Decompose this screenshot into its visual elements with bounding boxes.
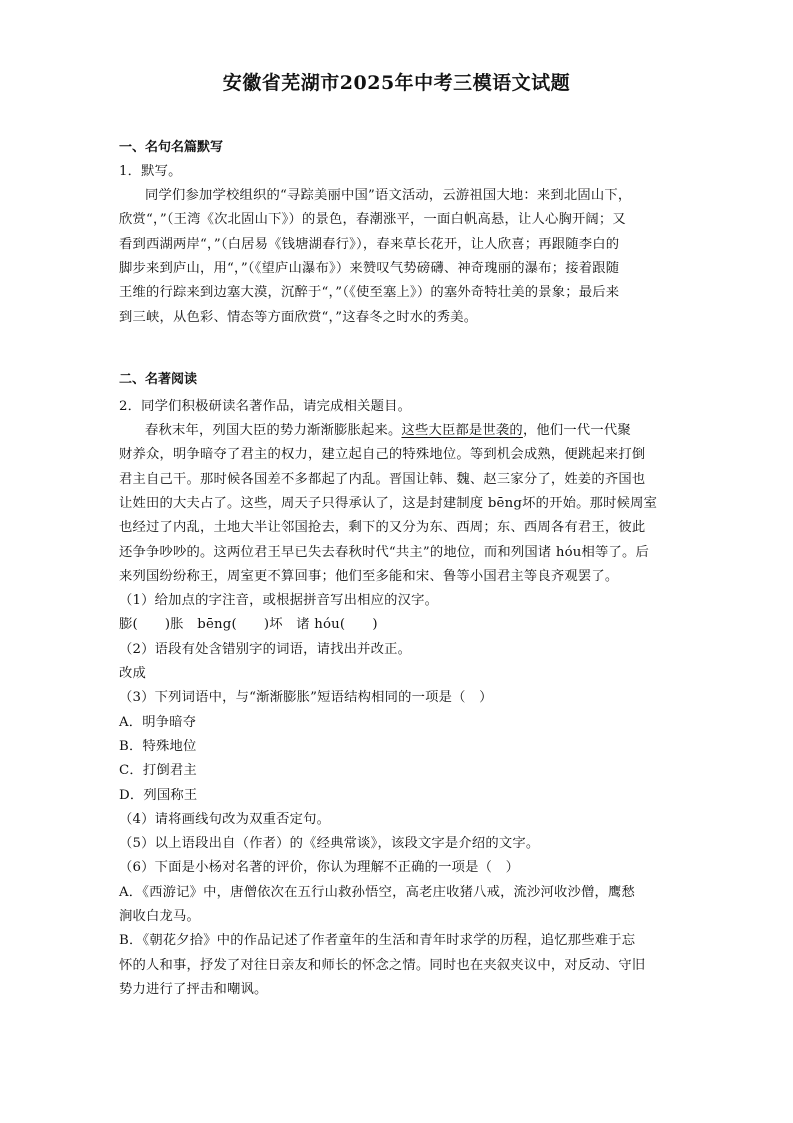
q6-option-b-cont: 势力进行了抨击和嘲讽。 bbox=[119, 982, 268, 997]
q1-text-line: 王维的行踪来到边塞大漠，沉醉于“，”（《使至塞上》）的塞外奇特壮美的景象；最后来 bbox=[119, 285, 620, 300]
underlined-sentence: 这些大臣都是世袭的 bbox=[401, 423, 523, 438]
q6-option-b-cont: 怀的人和事，抒发了对往日亲友和师长的怀念之情。同时也在夹叙夹议中，对反动、守旧 bbox=[119, 958, 646, 973]
subquestion-3: （3）下列词语中，与“渐渐膨胀”短语结构相同的一项是（ ） bbox=[119, 690, 493, 705]
option-a: A．明争暗夺 bbox=[119, 715, 197, 730]
passage-line: 还争争吵吵的。这两位君王早已失去春秋时代“共主”的地位，而和列国诸 hóu相等了。后 bbox=[119, 545, 650, 560]
q1-text-line: 看到西湖两岸“，”（白居易《钱塘湖春行》），春来草长花开，让人欣喜；再跟随李白的 bbox=[119, 237, 620, 252]
subquestion-2: （2）语段有处含错别字的词语，请找出并改正。 bbox=[119, 642, 412, 657]
q1-text-line: 同学们参加学校组织的“寻踪美丽中国”语文活动，云游祖国大地：来到北固山下， bbox=[145, 188, 632, 203]
subquestion-1-blanks: 膨( )胀 bēng( )坏 诸 hóu( ) bbox=[119, 617, 378, 632]
subquestion-1: （1）给加点的字注音，或根据拼音写出相应的汉字。 bbox=[119, 593, 439, 608]
passage-line: 君主自己干。那时候各国差不多都起了内乱。晋国让韩、魏、赵三家分了，姓姜的齐国也 bbox=[119, 472, 646, 487]
option-c: C．打倒君主 bbox=[119, 763, 197, 778]
q6-option-b: B．《朝花夕拾》中的作品记述了作者童年的生活和青年时求学的历程，追忆那些难于忘 bbox=[119, 933, 636, 948]
question-2-intro: 2．同学们积极研读名著作品，请完成相关题目。 bbox=[119, 399, 412, 414]
q6-option-a-cont: 涧收白龙马。 bbox=[119, 909, 200, 924]
q1-text-line: 欣赏“，”（王湾《次北固山下》）的景色，春潮涨平，一面白帆高悬，让人心胸开阔；又 bbox=[119, 212, 626, 227]
passage-text: ，他们一代一代聚 bbox=[522, 423, 631, 438]
subquestion-2-answer: 改成 bbox=[119, 666, 146, 681]
section-2-heading: 二、名著阅读 bbox=[119, 372, 198, 387]
q1-text-line: 到三峡，从色彩、情态等方面欣赏“，”这春冬之时水的秀美。 bbox=[119, 310, 478, 325]
section-1-heading: 一、名句名篇默写 bbox=[119, 140, 224, 155]
q1-text-line: 脚步来到庐山，用“，”（《望庐山瀑布》）来赞叹气势磅礴、神奇瑰丽的瀑布；接着跟随 bbox=[119, 261, 620, 276]
q6-option-a: A．《西游记》中，唐僧依次在五行山救孙悟空，高老庄收猪八戒，流沙河收沙僧，鹰愁 bbox=[119, 885, 636, 900]
page-title: 安徽省芜湖市2025年中考三模语文试题 bbox=[222, 72, 571, 94]
subquestion-4: （4）请将画线句改为双重否定句。 bbox=[119, 812, 331, 827]
option-d: D．列国称王 bbox=[119, 788, 198, 803]
passage-line-1 bbox=[145, 419, 631, 443]
subquestion-6: （6）下面是小杨对名著的评价，你认为理解不正确的一项是（ ） bbox=[119, 860, 520, 875]
option-b: B．特殊地位 bbox=[119, 739, 197, 754]
subquestion-5: （5）以上语段出自（作者）的《经典常谈》，该段文字是介绍的文字。 bbox=[119, 836, 540, 851]
passage-line: 也经过了内乱，土地大半让邻国抢去，剩下的又分为东、西周；东、西周各有君王，彼此 bbox=[119, 520, 646, 535]
passage-line: 来列国纷纷称王，周室更不算回事；他们至多能和宋、鲁等小国君主等良齐观罢了。 bbox=[119, 569, 619, 584]
question-1-number: 1．默写。 bbox=[119, 164, 182, 179]
passage-line: 财养众，明争暗夺了君主的权力，建立起自己的特殊地位。等到机会成熟，便跳起来打倒 bbox=[119, 447, 646, 462]
passage-line: 让姓田的大夫占了。这些，周天子只得承认了，这是封建制度 bēng坏的开始。那时候周室 bbox=[119, 496, 658, 511]
passage-text: 春秋末年，列国大臣的势力渐渐膨胀起来。 bbox=[145, 423, 402, 438]
